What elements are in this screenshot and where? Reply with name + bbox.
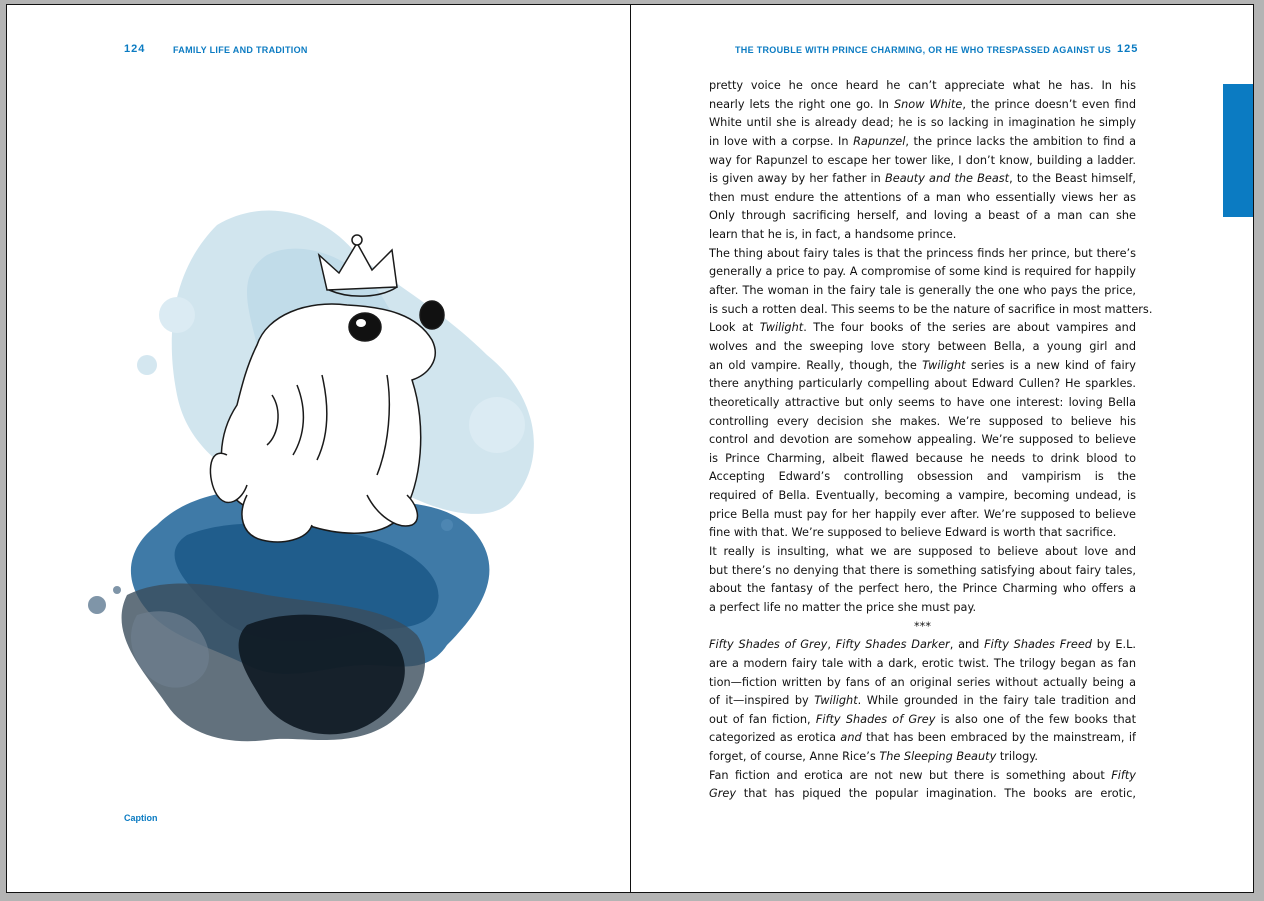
- right-folio: 125: [1117, 43, 1139, 55]
- text-line: generally a price to pay. A compromise of some kind is required for happily: [709, 265, 1136, 279]
- text-line: It really is insulting, what we are supposed to believe about love and: [709, 545, 1136, 559]
- text-line: categorized as erotica and that has been embraced by the mainstream, if: [709, 731, 1136, 745]
- text-line: price Bella must pay for her happily ever after. We’re supposed to believe: [709, 507, 1136, 521]
- text-line: in love with a corpse. In Rapunzel, the prince lacks the ambition to find a: [709, 134, 1136, 148]
- section-separator: ***: [914, 619, 931, 633]
- text-line: pretty voice he once heard he can’t appreciate what he has. In his: [709, 79, 1136, 92]
- text-line: are a modern fairy tale with a dark, erotic twist. The trilogy began as fan: [709, 656, 1136, 670]
- text-line: there anything particularly compelling about Edward Cullen? He sparkles.: [709, 377, 1136, 391]
- text-line: Look at Twilight. The four books of the series are about vampires and: [709, 321, 1136, 335]
- left-page: [7, 5, 631, 892]
- text-line: after. The woman in the fairy tale is generally the one who pays the price,: [709, 284, 1136, 298]
- text-line: wolves and the sweeping love story between Bella, a young girl and: [709, 339, 1136, 353]
- text-line: a perfect life no matter the price she must pay.: [709, 600, 977, 614]
- text-line: of it—inspired by Twilight. While grounded in the fairy tale tradition and: [709, 694, 1136, 708]
- text-line: forget, of course, Anne Rice’s The Sleeping Beauty trilogy.: [709, 750, 1038, 764]
- text-line: tion—fiction written by fans of an original series without actually being a: [709, 675, 1136, 689]
- text-line: The thing about fairy tales is that the princess finds her prince, but there’s: [709, 246, 1136, 260]
- text-line: then must endure the attentions of a man who essentially views her as: [709, 190, 1136, 204]
- text-line: nearly lets the right one go. In Snow White, the prince doesn’t even find: [709, 97, 1136, 111]
- text-line: Accepting Edward’s controlling obsession and vampirism is the: [709, 470, 1136, 484]
- text-line: learn that he is, in fact, a handsome prince.: [709, 228, 957, 242]
- figure-caption: Caption: [124, 813, 158, 823]
- text-line: is given away by her father in Beauty and the Beast, to the Beast himself,: [709, 172, 1136, 186]
- text-line: is Prince Charming, albeit flawed because he needs to drink blood to: [709, 451, 1136, 465]
- body-text: [709, 77, 1153, 804]
- text-line: controlling every decision she makes. We’re supposed to believe his: [709, 414, 1136, 428]
- text-line: White until she is already dead; he is so lacking in imagination he simply: [709, 116, 1136, 130]
- text-line: Fan fiction and erotica are not new but there is something about Fifty: [709, 768, 1136, 782]
- text-line: about the fantasy of the perfect hero, the Prince Charming who offers a: [709, 582, 1136, 596]
- left-folio: 124: [124, 43, 146, 55]
- text-line: is such a rotten deal. This seems to be the nature of sacrifice in most matters.: [709, 302, 1153, 316]
- book-spread: [6, 4, 1254, 893]
- text-line: theoretically attractive but only seems to have one interest: loving Bella: [709, 395, 1136, 409]
- text-line: Fifty Shades of Grey, Fifty Shades Darker, and Fifty Shades Freed by E.L.: [709, 638, 1136, 652]
- text-line: but there’s no denying that there is something satisfying about fairy tales,: [709, 563, 1136, 577]
- text-line: out of fan fiction, Fifty Shades of Grey is also one of the few books that: [709, 712, 1136, 726]
- text-line: Only through sacrificing herself, and loving a beast of a man can she: [709, 209, 1136, 223]
- text-line: control and devotion are somehow appealing. We’re supposed to believe: [709, 433, 1136, 447]
- frog-prince-illustration: [67, 195, 567, 755]
- right-running-head: THE TROUBLE WITH PRINCE CHARMING, OR HE WHO TRESPASSED AGAINST US: [735, 45, 1112, 55]
- text-line: way for Rapunzel to escape her tower like, I don’t know, building a ladder.: [709, 153, 1136, 167]
- text-line: required of Bella. Eventually, becoming a vampire, becoming undead, is: [709, 489, 1136, 503]
- left-running-head: FAMILY LIFE AND TRADITION: [173, 45, 308, 55]
- text-line: an old vampire. Really, though, the Twilight series is a new kind of fairy: [709, 358, 1136, 372]
- text-line: Grey that has piqued the popular imagination. The books are erotic,: [709, 787, 1136, 801]
- right-page: [631, 5, 1253, 892]
- text-line: fine with that. We’re supposed to believe Edward is worth that sacrifice.: [709, 526, 1117, 540]
- section-thumb-tab: [1223, 84, 1253, 217]
